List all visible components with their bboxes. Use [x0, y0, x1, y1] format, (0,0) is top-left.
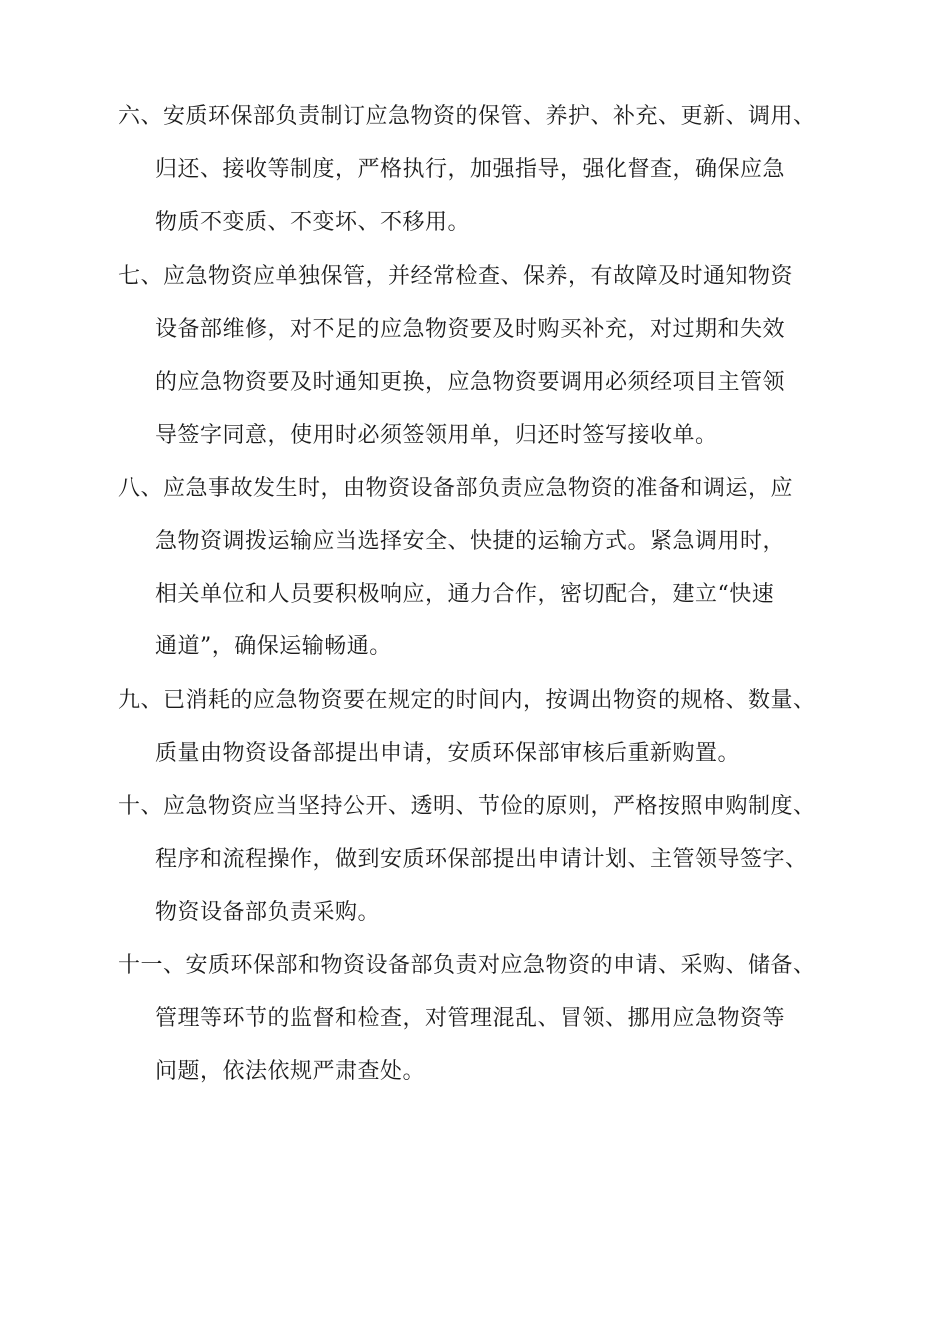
item-10-line-1: 十、应急物资应当坚持公开、透明、节俭的原则，严格按照申购制度、	[118, 794, 816, 819]
item-11-line-1: 十一、安质环保部和物资设备部负责对应急物资的申请、采购、储备、	[118, 953, 816, 978]
item-8-line-2: 急物资调拨运输应当选择安全、快捷的运输方式。紧急调用时，	[155, 529, 786, 554]
item-8-line-1: 八、应急事故发生时，由物资设备部负责应急物资的准备和调运，应	[118, 476, 794, 501]
item-11-line-2: 管理等环节的监督和检查，对管理混乱、冒领、挪用应急物资等	[155, 1006, 786, 1031]
item-7-line-4: 导签字同意，使用时必须签领用单，归还时签写接收单。	[155, 423, 718, 448]
item-9-line-1: 九、已消耗的应急物资要在规定的时间内，按调出物资的规格、数量、	[118, 688, 816, 713]
item-6-line-3: 物质不变质、不变坏、不移用。	[155, 210, 471, 235]
item-9-line-2: 质量由物资设备部提出申请，安质环保部审核后重新购置。	[155, 741, 741, 766]
item-8-line-4: 通道”，确保运输畅通。	[155, 634, 392, 659]
item-8-line-3: 相关单位和人员要积极响应，通力合作，密切配合，建立“快速	[155, 582, 775, 607]
item-7-line-3: 的应急物资要及时通知更换，应急物资要调用必须经项目主管领	[155, 370, 786, 395]
item-11-line-3: 问题，依法依规严肃查处。	[155, 1059, 426, 1084]
item-6-line-2: 归还、接收等制度，严格执行，加强指导，强化督查，确保应急	[155, 157, 786, 182]
item-10-line-2: 程序和流程操作，做到安质环保部提出申请计划、主管领导签字、	[155, 847, 808, 872]
item-7-line-1: 七、应急物资应单独保管，并经常检查、保养，有故障及时通知物资	[118, 264, 794, 289]
item-7-line-2: 设备部维修，对不足的应急物资要及时购买补充，对过期和失效	[155, 317, 786, 342]
item-10-line-3: 物资设备部负责采购。	[155, 900, 381, 925]
item-6-line-1: 六、安质环保部负责制订应急物资的保管、养护、补充、更新、调用、	[118, 104, 816, 129]
